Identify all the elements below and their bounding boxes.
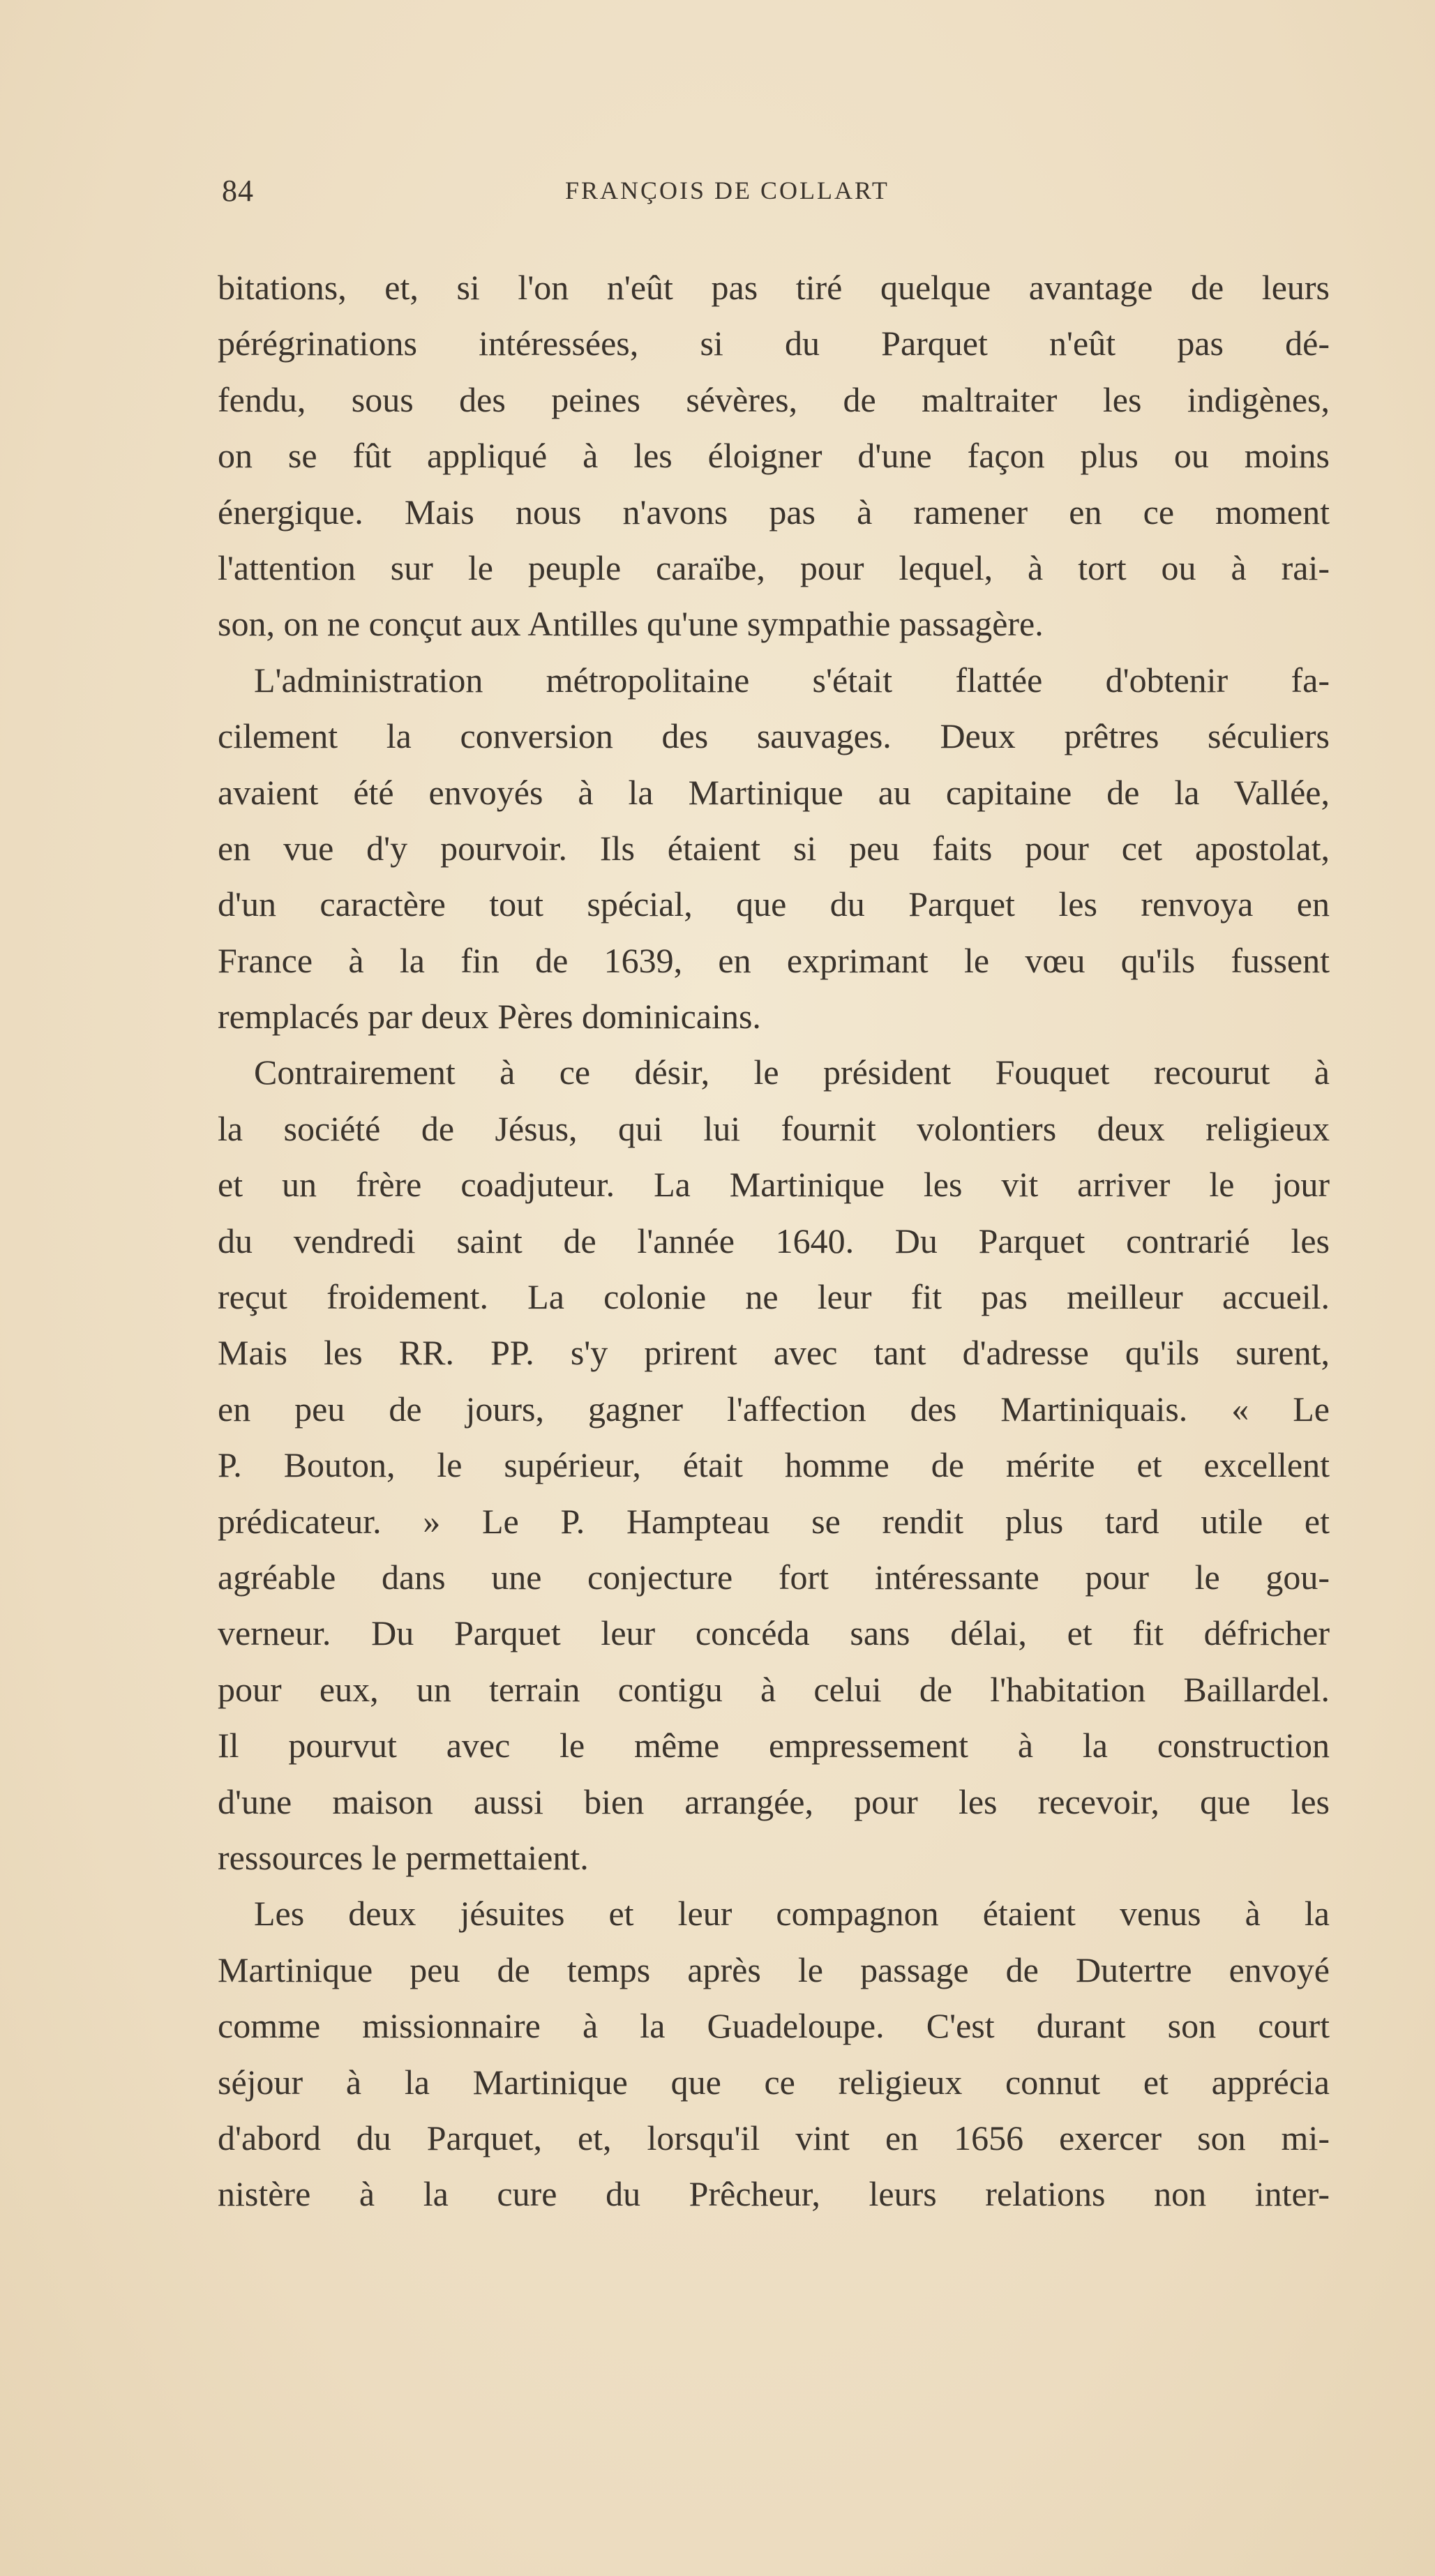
body-text: [218, 259, 1330, 2222]
paragraph-2: [218, 652, 1330, 1045]
running-title: FRANÇOIS DE COLLART: [565, 176, 889, 204]
text-line: cilement la conversion des sauvages. Deux prêtres séculiers: [218, 716, 1330, 756]
text-line: d'abord du Parquet, et, lorsqu'il vint en 1656 exercer son mi-: [218, 2118, 1330, 2157]
text-line: en vue d'y pourvoir. Ils étaient si peu faits pour cet apostolat,: [218, 828, 1330, 868]
text-line: P. Bouton, le supérieur, était homme de mérite et excellent: [218, 1445, 1330, 1485]
text-line: Il pourvut avec le même empressement à la construction: [218, 1726, 1330, 1765]
text-line: agréable dans une conjecture fort intéressante pour le gou-: [218, 1557, 1330, 1597]
text-line: verneur. Du Parquet leur concéda sans délai, et fit défricher: [218, 1613, 1330, 1653]
text-line: énergique. Mais nous n'avons pas à ramener en ce moment: [218, 492, 1330, 532]
text-line: France à la fin de 1639, en exprimant le vœu qu'ils fussent: [218, 940, 1330, 980]
text-line: du vendredi saint de l'année 1640. Du Parquet contrarié les: [218, 1221, 1330, 1260]
text-line: ressources le permettaient.: [218, 1837, 589, 1877]
text-line: Les deux jésuites et leur compagnon étaient venus à la: [254, 1894, 1330, 1934]
text-line: la société de Jésus, qui lui fournit volontiers deux religieux: [218, 1108, 1330, 1148]
text-line: pérégrinations intéressées, si du Parquet n'eût pas dé-: [218, 324, 1330, 363]
text-line: séjour à la Martinique que ce religieux connut et apprécia: [218, 2062, 1330, 2102]
text-line: prédicateur. » Le P. Hampteau se rendit plus tard utile et: [218, 1501, 1330, 1541]
text-line: fendu, sous des peines sévères, de maltraiter les indigènes,: [218, 379, 1330, 419]
paragraph-4: [218, 1885, 1330, 2222]
paragraph-3: [218, 1044, 1330, 1885]
text-line: remplacés par deux Pères dominicains.: [218, 997, 761, 1037]
paragraph-1: [218, 259, 1330, 652]
running-head: [222, 173, 1325, 215]
text-line: Mais les RR. PP. s'y prirent avec tant d'adresse qu'ils surent,: [218, 1333, 1330, 1373]
text-line: et un frère coadjuteur. La Martinique les vit arriver le jour: [218, 1165, 1330, 1205]
text-line: l'attention sur le peuple caraïbe, pour lequel, à tort ou à rai-: [218, 548, 1330, 587]
text-line: Martinique peu de temps après le passage de Dutertre envoyé: [218, 1950, 1330, 1989]
text-line: nistère à la cure du Prêcheur, leurs relations non inter-: [218, 2174, 1330, 2214]
text-line: bitations, et, si l'on n'eût pas tiré quelque avantage de leurs: [218, 268, 1330, 307]
text-line: son, on ne conçut aux Antilles qu'une sympathie passagère.: [218, 604, 1044, 644]
text-line: avaient été envoyés à la Martinique au capitaine de la Vallée,: [218, 772, 1330, 812]
text-line: Contrairement à ce désir, le président Fouquet recourut à: [254, 1053, 1330, 1092]
text-line: pour eux, un terrain contigu à celui de l'habitation Baillardel.: [218, 1669, 1330, 1709]
text-line: on se fût appliqué à les éloigner d'une façon plus ou moins: [218, 436, 1330, 476]
text-line: d'une maison aussi bien arrangée, pour les recevoir, que les: [218, 1782, 1330, 1821]
text-line: en peu de jours, gagner l'affection des Martiniquais. « Le: [218, 1389, 1330, 1429]
text-line: comme missionnaire à la Guadeloupe. C'est durant son court: [218, 2006, 1330, 2046]
text-line: L'administration métropolitaine s'était flattée d'obtenir fa-: [254, 660, 1330, 700]
page-number: 84: [222, 174, 254, 208]
text-line: reçut froidement. La colonie ne leur fit pas meilleur accueil.: [218, 1277, 1330, 1317]
text-line: d'un caractère tout spécial, que du Parquet les renvoya en: [218, 884, 1330, 924]
